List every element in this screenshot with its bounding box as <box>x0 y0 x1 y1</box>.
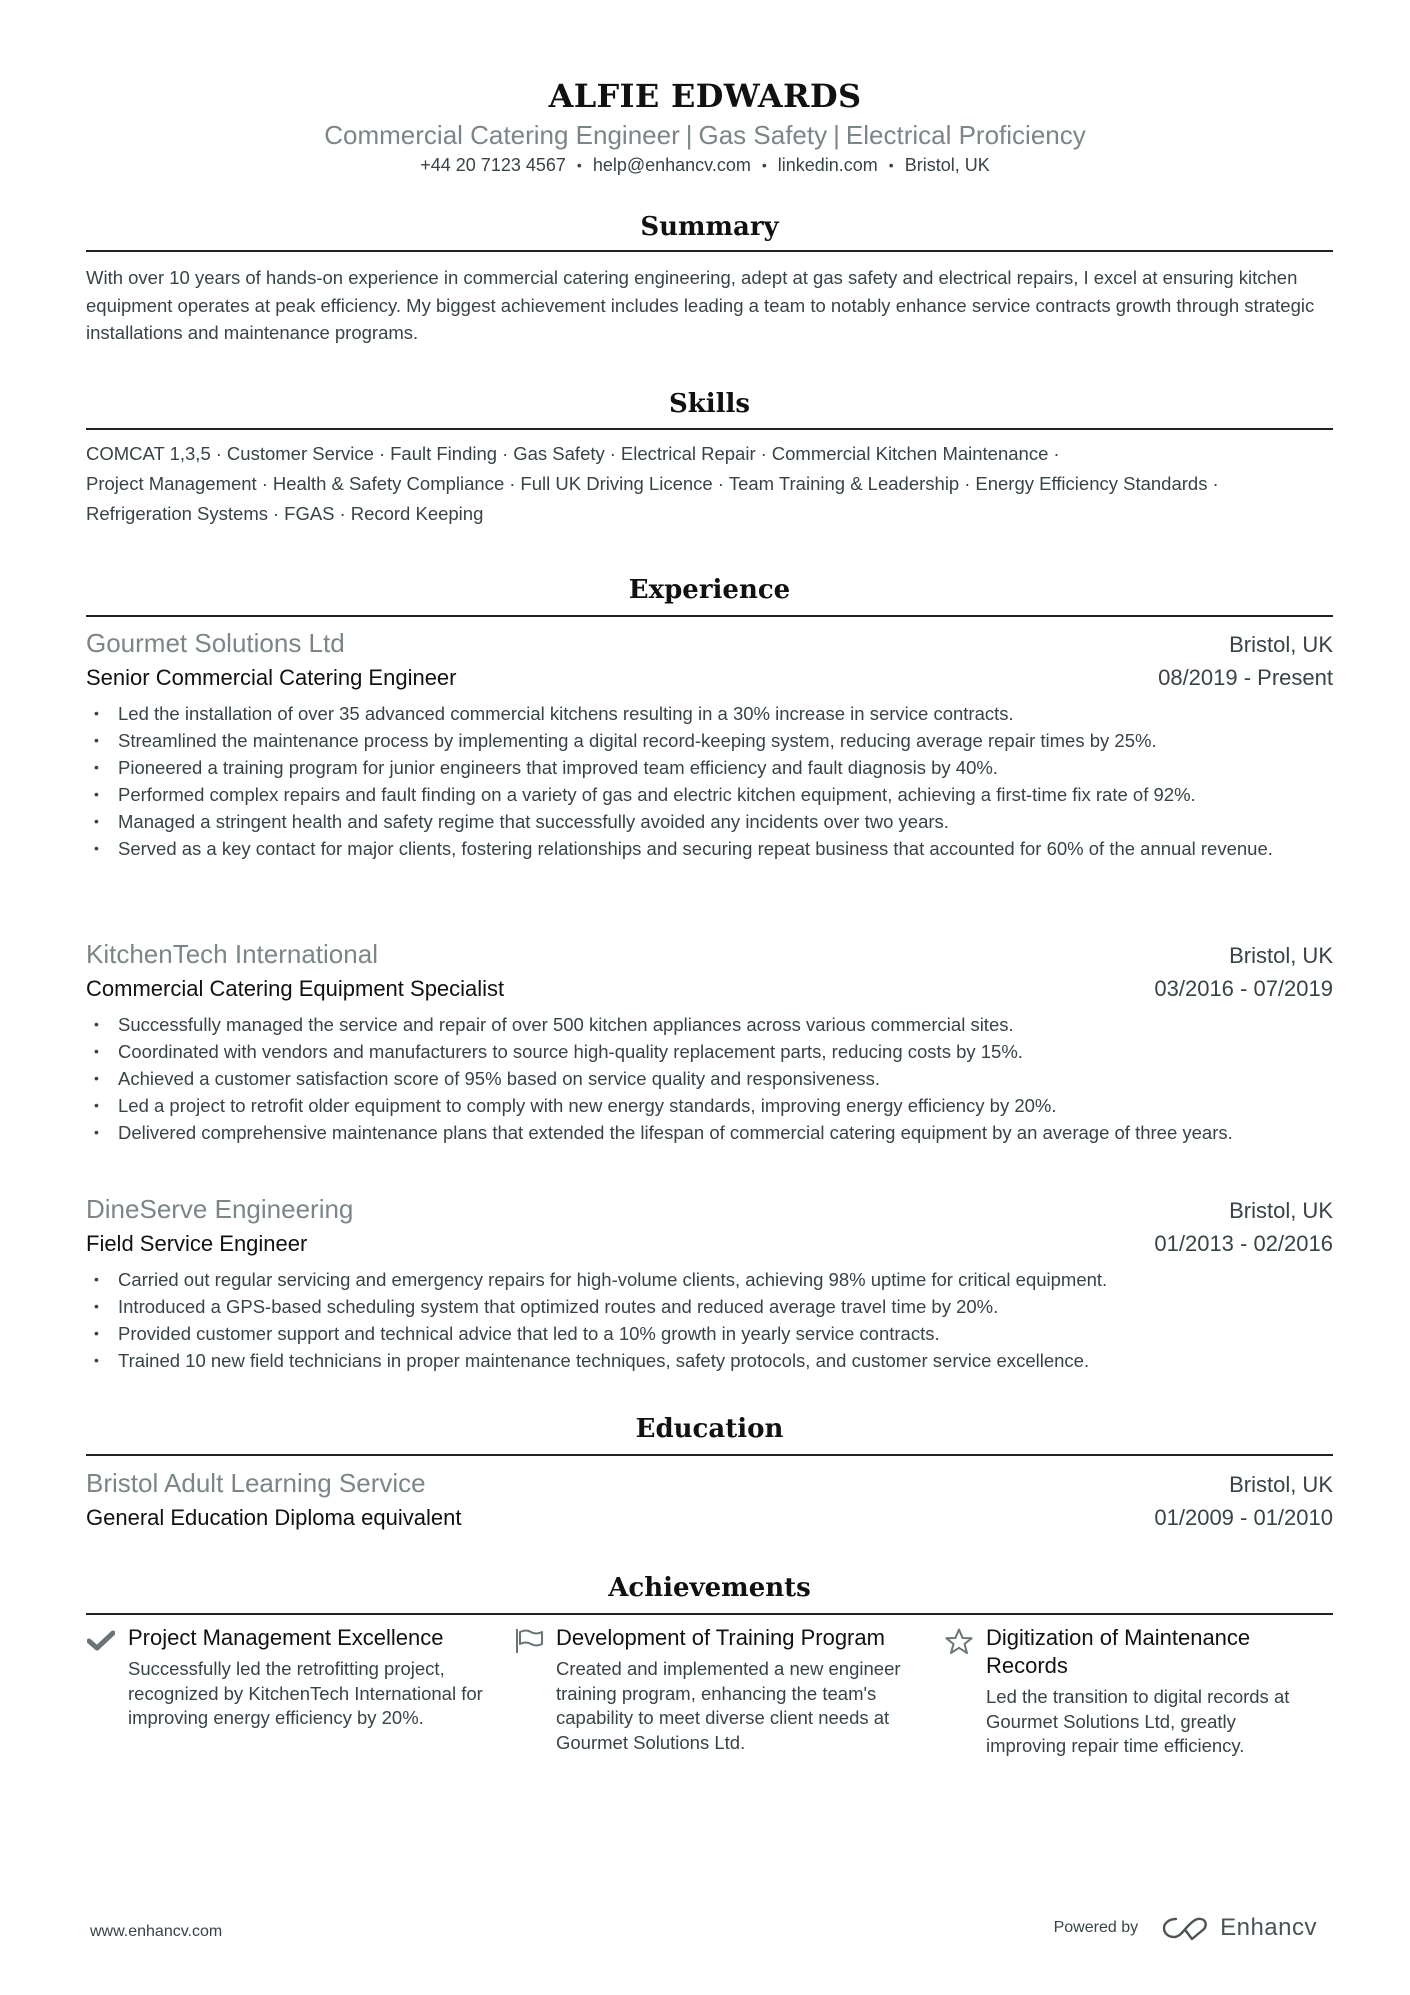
skill-separator: · <box>215 443 222 464</box>
job-location: Bristol, UK <box>1229 943 1333 968</box>
job-title: Commercial Catering Equipment Specialist <box>86 976 505 1001</box>
skill-item: Commercial Kitchen Maintenance <box>771 443 1049 464</box>
headline-part: Gas Safety <box>698 120 828 150</box>
contact-phone[interactable]: +44 20 7123 4567 <box>420 155 566 175</box>
enhancv-logo-icon <box>1162 1914 1210 1942</box>
job-bullet: • Served as a key contact for major clients, fostering relationships and securing repeat business that accounted for 60% of the annual revenue. <box>86 835 1333 862</box>
job-location: Bristol, UK <box>1229 1198 1333 1223</box>
contact-separator: • <box>761 157 767 173</box>
headline-part: Electrical Proficiency <box>845 120 1086 150</box>
skill-item: Health & Safety Compliance <box>272 473 505 494</box>
section-divider <box>86 428 1333 430</box>
skill-item: FGAS <box>284 503 335 524</box>
skill-separator: · <box>509 473 516 494</box>
skill-item: Fault Finding <box>390 443 498 464</box>
achievement-item <box>514 1624 944 1759</box>
skill-item: COMCAT 1,3,5 <box>86 443 211 464</box>
achievement-title: Project Management Excellence <box>128 1625 444 1650</box>
achievement-item <box>944 1624 1333 1759</box>
section-divider <box>86 1613 1333 1615</box>
section-title-summary: Summary <box>640 212 779 242</box>
skill-item: Electrical Repair <box>620 443 756 464</box>
job-location: Bristol, UK <box>1229 632 1333 657</box>
job-bullet: • Introduced a GPS-based scheduling system that optimized routes and reduced average travel time by 20%. <box>86 1293 1333 1320</box>
experience-entry <box>86 937 1333 1146</box>
achievement-description: Led the transition to digital records at Gourmet Solutions Ltd, greatly improving repair time efficiency. <box>986 1686 1290 1756</box>
achievements-grid <box>86 1624 1333 1759</box>
skill-separator: · <box>378 443 386 464</box>
skill-item: Refrigeration Systems <box>86 503 268 524</box>
job-bullet: • Led a project to retrofit older equipment to comply with new energy standards, improving energy efficiency by 20%. <box>86 1092 1333 1119</box>
section-title-skills: Skills <box>668 389 751 419</box>
skills-list <box>86 439 1333 529</box>
job-dates: 03/2016 - 07/2019 <box>1154 976 1333 1001</box>
degree: General Education Diploma equivalent <box>86 1505 462 1530</box>
contact-linkedin[interactable]: linkedin.com <box>777 155 878 175</box>
contact-email[interactable]: help@enhancv.com <box>592 155 751 175</box>
achievement-title: Digitization of Maintenance Records <box>986 1625 1251 1678</box>
skill-separator: · <box>609 443 616 464</box>
company-name: KitchenTech International <box>86 939 378 969</box>
achievement-title: Development of Training Program <box>556 1625 885 1650</box>
brand-name: Enhancv <box>1220 1914 1317 1941</box>
skill-separator: · <box>964 473 971 494</box>
brand-logo[interactable] <box>1162 1914 1317 1942</box>
powered-by-label: Powered by <box>1053 1919 1139 1936</box>
school-name: Bristol Adult Learning Service <box>86 1468 426 1498</box>
headline-separator: | <box>833 120 840 150</box>
job-bullet: • Successfully managed the service and repair of over 500 kitchen appliances across various commercial sites. <box>86 1011 1333 1038</box>
section-title-achievements: Achievements <box>608 1573 811 1603</box>
skill-separator: · <box>760 443 767 464</box>
job-bullet: • Pioneered a training program for junior engineers that improved team efficiency and fault diagnosis by 40%. <box>86 754 1333 781</box>
job-bullet: • Led the installation of over 35 advanced commercial kitchens resulting in a 30% increase in service contracts. <box>86 700 1333 727</box>
footer-branding[interactable] <box>1054 1914 1317 1942</box>
job-bullet: • Achieved a customer satisfaction score of 95% based on service quality and responsiveness. <box>86 1065 1333 1092</box>
job-bullets <box>86 700 1333 862</box>
contact-line <box>0 153 1410 178</box>
contact-separator: • <box>576 157 582 173</box>
headline-part: Commercial Catering Engineer <box>324 120 680 150</box>
skill-item: Gas Safety <box>513 443 605 464</box>
skill-separator: · <box>272 503 280 524</box>
skill-separator: · <box>339 503 346 524</box>
job-bullet: • Coordinated with vendors and manufacturers to source high-quality replacement parts, reducing costs by 15%. <box>86 1038 1333 1065</box>
section-title-experience: Experience <box>628 575 791 605</box>
section-divider <box>86 250 1333 252</box>
skill-item: Team Training & Leadership <box>728 473 960 494</box>
job-bullet: • Streamlined the maintenance process by implementing a digital record-keeping system, reducing average repair times by 25%. <box>86 727 1333 754</box>
skill-item: Customer Service <box>226 443 374 464</box>
skills-line <box>86 439 1333 469</box>
skill-separator: · <box>502 443 509 464</box>
skills-line <box>86 469 1333 499</box>
job-bullets <box>86 1011 1333 1146</box>
job-bullet: • Managed a stringent health and safety regime that successfully avoided any incidents over two years. <box>86 808 1333 835</box>
skill-item: Project Management <box>86 473 257 494</box>
job-bullet: • Performed complex repairs and fault finding on a variety of gas and electric kitchen equipment, achieving a first-time fix rate of 92%. <box>86 781 1333 808</box>
contact-location: Bristol, UK <box>904 155 990 175</box>
job-bullet: • Trained 10 new field technicians in proper maintenance techniques, safety protocols, and customer service excellence. <box>86 1347 1333 1374</box>
job-bullet: • Provided customer support and technical advice that led to a 10% growth in yearly service contracts. <box>86 1320 1333 1347</box>
education-dates: 01/2009 - 01/2010 <box>1154 1505 1333 1530</box>
skill-separator: · <box>261 473 268 494</box>
achievement-item <box>86 1624 514 1759</box>
star-icon <box>944 1628 974 1654</box>
job-title: Senior Commercial Catering Engineer <box>86 665 457 690</box>
flag-icon <box>514 1628 544 1654</box>
summary-text: With over 10 years of hands-on experience in commercial catering engineering, adept at gas safety and electrical repairs, I excel at ensuring kitchen equipment operates at peak efficiency. My biggest achievement includes leading a team to notably enhance service contracts growth through strategic installations and maintenance programs. <box>86 267 1315 343</box>
section-title-education: Education <box>635 1414 784 1444</box>
skill-separator: · <box>1053 443 1060 464</box>
job-dates: 01/2013 - 02/2016 <box>1154 1231 1333 1256</box>
skill-separator: · <box>1212 473 1219 494</box>
candidate-name: ALFIE EDWARDS <box>548 77 862 115</box>
job-title: Field Service Engineer <box>86 1231 308 1256</box>
company-name: DineServe Engineering <box>86 1194 354 1224</box>
section-divider <box>86 615 1333 617</box>
job-bullet: • Delivered comprehensive maintenance plans that extended the lifespan of commercial catering equipment by an average of three years. <box>86 1119 1333 1146</box>
section-divider <box>86 1454 1333 1456</box>
contact-separator: • <box>888 157 894 173</box>
job-bullet: • Carried out regular servicing and emergency repairs for high-volume clients, achieving 98% uptime for critical equipment. <box>86 1266 1333 1293</box>
job-bullets <box>86 1266 1333 1374</box>
achievement-description: Created and implemented a new engineer training program, enhancing the team's capability to meet diverse client needs at Gourmet Solutions Ltd. <box>556 1658 901 1753</box>
check-icon <box>86 1628 116 1654</box>
school-location: Bristol, UK <box>1229 1472 1333 1497</box>
experience-entry <box>86 1192 1333 1374</box>
skill-separator: · <box>717 473 724 494</box>
headline-separator: | <box>685 120 693 150</box>
skill-item: Record Keeping <box>350 503 484 524</box>
skills-line <box>86 499 1333 529</box>
skill-item: Full UK Driving Licence <box>520 473 713 494</box>
headline <box>0 118 1410 152</box>
education-entry <box>86 1466 1333 1534</box>
skill-item: Energy Efficiency Standards <box>975 473 1208 494</box>
job-dates: 08/2019 - Present <box>1158 665 1333 690</box>
experience-entry <box>86 626 1333 862</box>
company-name: Gourmet Solutions Ltd <box>86 628 345 658</box>
footer-website-link[interactable]: www.enhancv.com <box>90 1923 223 1940</box>
achievement-description: Successfully led the retrofitting project, recognized by KitchenTech International for improving energy efficiency by 20%. <box>128 1658 483 1728</box>
